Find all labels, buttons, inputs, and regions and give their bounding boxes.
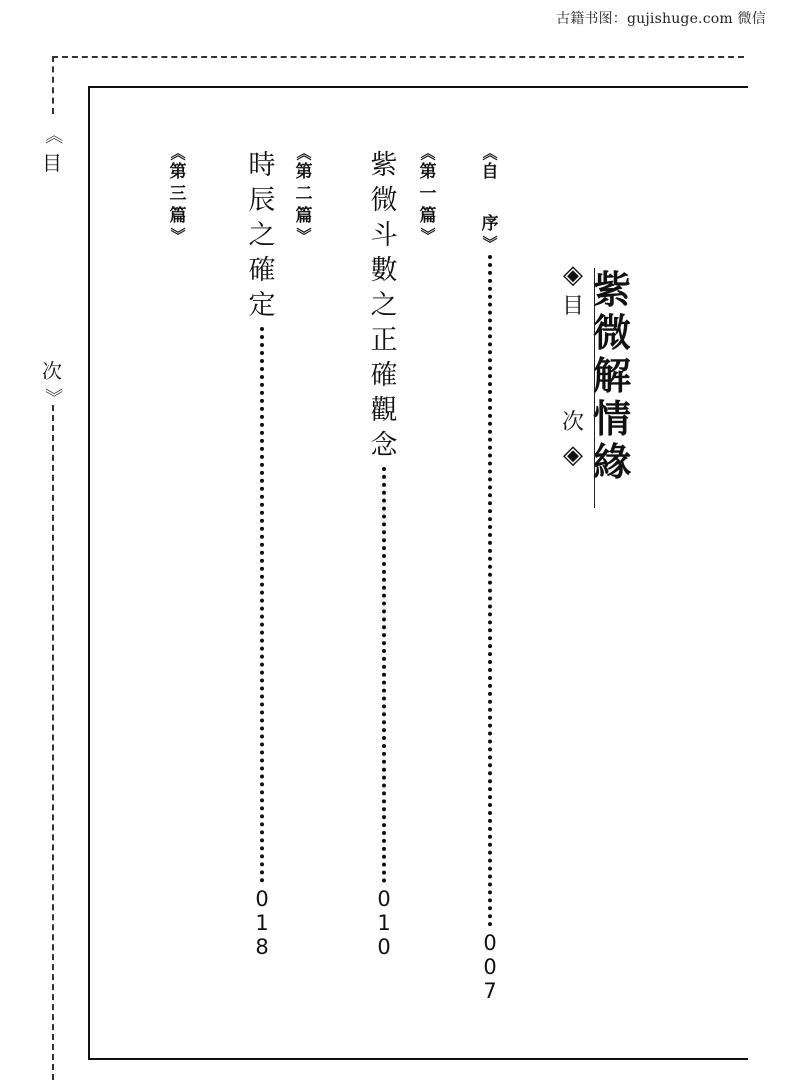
book-title-char: 緣 (592, 439, 631, 484)
entry-title (371, 148, 398, 463)
title-char: 之 (248, 220, 276, 251)
toc-entry-chapter-3[interactable] (158, 145, 198, 243)
dot-leader (382, 467, 386, 883)
open-bracket: 《 (168, 145, 187, 161)
book-title-char: 微 (592, 310, 631, 355)
frame-top-rule (88, 86, 748, 88)
toc-entry-chapter-2[interactable] (242, 148, 282, 959)
book-title-char: 紫 (592, 267, 631, 312)
open-bracket: 《 (418, 145, 437, 161)
page-digit: 0 (255, 887, 269, 911)
side-tab-char-ci: 次 (42, 359, 62, 383)
page-digit: 0 (483, 955, 497, 979)
toc-entry-chapter-1-label (408, 145, 448, 243)
close-bracket: 》 (168, 227, 187, 243)
contents-heading-char: 次 (561, 410, 584, 435)
page-number (377, 887, 390, 959)
toc-entry-preface[interactable] (470, 145, 510, 1003)
toc-entry-chapter-1[interactable] (364, 148, 404, 959)
entry-title (249, 148, 276, 323)
toc-entry-chapter-2-label (284, 145, 324, 243)
label-char: 序 (481, 214, 499, 234)
frame-left-rule (88, 86, 90, 1058)
label-char: 篇 (169, 206, 187, 226)
entry-label (170, 145, 187, 243)
dashed-border-left-top (52, 56, 54, 114)
title-char: 數 (370, 255, 398, 286)
title-char: 微 (370, 185, 398, 216)
title-char: 辰 (248, 185, 276, 216)
title-char: 時 (248, 150, 276, 181)
book-title (592, 268, 632, 483)
label-char: 三 (169, 184, 187, 204)
book-title-char: 解 (592, 353, 631, 398)
label-char: 篇 (295, 206, 313, 226)
page-digit: 0 (377, 887, 391, 911)
title-char: 定 (248, 290, 276, 321)
close-bracket: 》 (294, 227, 313, 243)
page-number (255, 887, 268, 959)
title-char: 斗 (370, 220, 398, 251)
contents-heading-char: 目 (561, 294, 584, 319)
title-char: 正 (370, 325, 398, 356)
diamond-icon: ◈ (563, 440, 583, 470)
title-char: 之 (370, 290, 398, 321)
title-char: 確 (370, 360, 398, 391)
page-digit: 1 (377, 911, 391, 935)
entry-label (482, 145, 499, 251)
side-tab-close-bracket: 》 (42, 388, 63, 406)
title-char: 紫 (370, 150, 398, 181)
side-tab-open-bracket: 《 (42, 126, 63, 144)
label-char: 二 (295, 184, 313, 204)
page-digit: 1 (255, 911, 269, 935)
label-char: 篇 (419, 206, 437, 226)
title-rule (594, 268, 595, 508)
watermark: 古籍书图：gujishuge.com 微信 (556, 11, 766, 27)
page-digit: 0 (483, 931, 497, 955)
page-digit: 0 (377, 935, 391, 959)
title-char: 確 (248, 255, 276, 286)
label-char: 第 (419, 162, 437, 182)
label-char: 一 (419, 184, 437, 204)
side-tab-char-mu: 目 (42, 151, 62, 175)
frame-bottom-rule (88, 1058, 748, 1060)
open-bracket: 《 (294, 145, 313, 161)
close-bracket: 》 (480, 235, 499, 251)
diamond-icon: ◈ (563, 260, 583, 290)
contents-heading (555, 262, 591, 468)
dashed-border-left-bottom (52, 405, 54, 1080)
side-tab-lower (36, 360, 68, 408)
page-digit: 8 (255, 935, 269, 959)
dashed-border-top (52, 56, 744, 58)
page-number (483, 931, 496, 1003)
page-digit: 7 (483, 979, 497, 1003)
dot-leader (260, 327, 264, 883)
book-title-char: 情 (592, 396, 631, 441)
title-char: 念 (370, 430, 398, 461)
label-char: 自 (481, 162, 499, 182)
label-char: 第 (169, 162, 187, 182)
open-bracket: 《 (480, 145, 499, 161)
dot-leader (488, 255, 492, 927)
side-tab-upper (36, 124, 68, 174)
title-char: 觀 (370, 395, 398, 426)
close-bracket: 》 (418, 227, 437, 243)
label-char: 第 (295, 162, 313, 182)
